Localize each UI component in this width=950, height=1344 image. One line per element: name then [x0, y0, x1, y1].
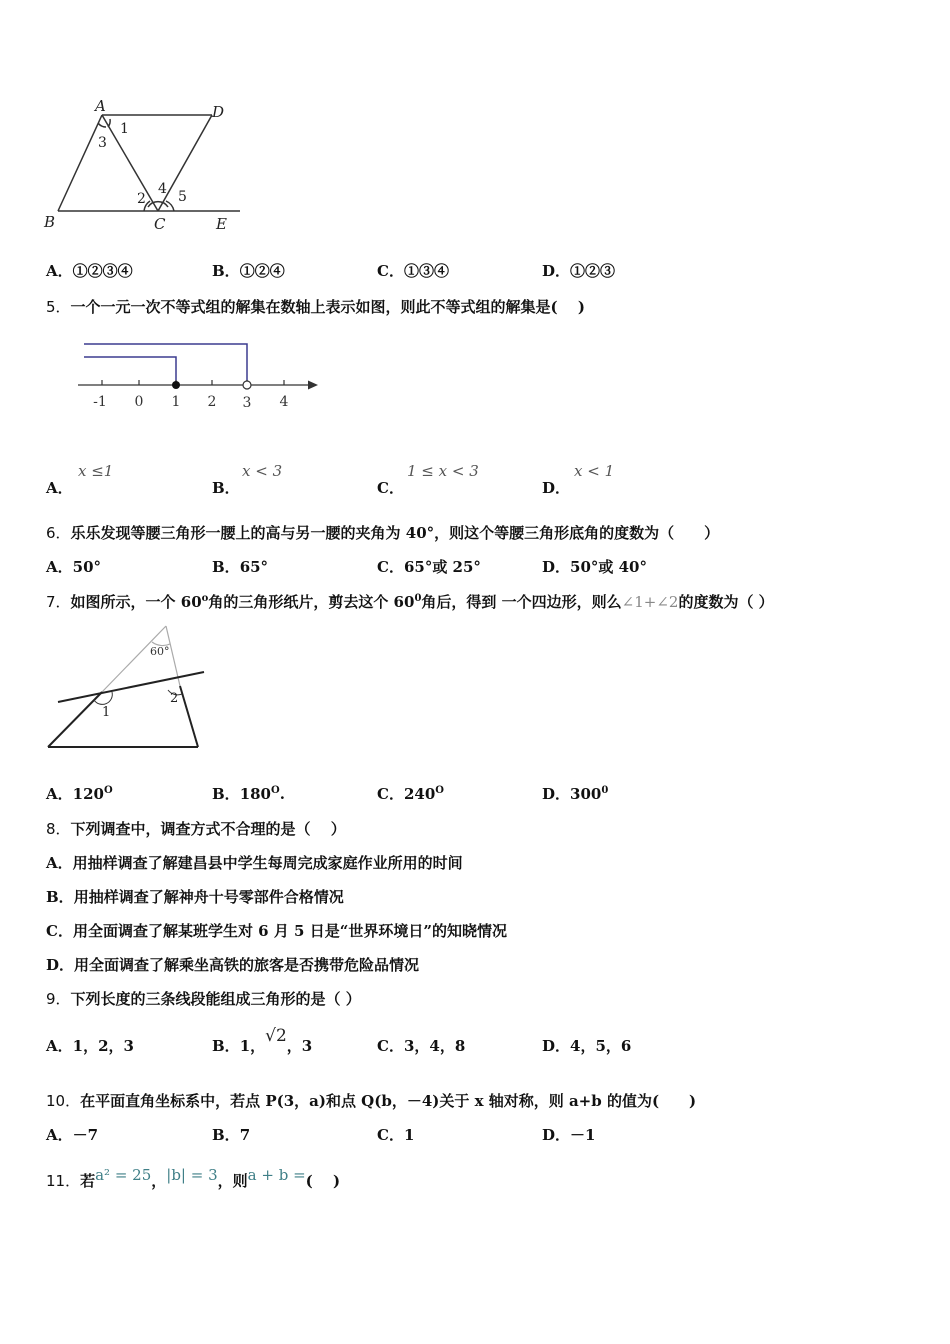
- question-11: [46, 1166, 341, 1191]
- question-text: 如图所示，一个 60: [70, 593, 202, 611]
- option-letter: B．: [212, 262, 240, 280]
- question-text: 若: [80, 1172, 96, 1190]
- option-text: －1: [570, 1126, 596, 1144]
- question-number: 6．: [46, 524, 71, 542]
- option-text: 7: [239, 1126, 251, 1144]
- option-letter: D．: [46, 956, 75, 974]
- option-letter: B．: [212, 785, 240, 803]
- q9-option-b[interactable]: [212, 1026, 313, 1056]
- question-text: 在平面直角坐标系中，若点 P(3，a)和点 Q(b，－4)关于 x 轴对称，则 a+b 的值为( ): [80, 1092, 697, 1110]
- label-b: B: [44, 213, 56, 231]
- sum-math: a + b =: [247, 1166, 306, 1184]
- question-text: 一个一元一次不等式组的解集在数轴上表示如图，则此不等式组的解集是( ): [70, 298, 585, 316]
- option-letter: A．: [46, 785, 73, 803]
- q6-option-a[interactable]: [46, 556, 101, 577]
- option-letter: A．: [46, 558, 73, 576]
- option-letter: D．: [542, 262, 571, 280]
- tick-label: 2: [207, 394, 217, 410]
- q8-option-c[interactable]: [46, 920, 507, 941]
- question-text: 乐乐发现等腰三角形一腰上的高与另一腰的夹角为 40°，则这个等腰三角形底角的度数为（ ）: [70, 524, 720, 542]
- question-10: [46, 1090, 696, 1111]
- option-letter: C．: [377, 1126, 404, 1144]
- tick-label: -1: [93, 394, 107, 410]
- degree-sup: O: [271, 785, 280, 796]
- q9-option-c[interactable]: [377, 1035, 465, 1056]
- question-5: [46, 296, 585, 317]
- question-text: 下列长度的三条线段能组成三角形的是（ ）: [70, 990, 361, 1008]
- q7-option-d[interactable]: [542, 783, 608, 804]
- label-e: E: [216, 215, 227, 233]
- q8-option-d[interactable]: [46, 954, 419, 975]
- q5-option-b-math: x < 3: [242, 462, 283, 480]
- option-letter: C．: [377, 262, 404, 280]
- option-letter: B．: [212, 558, 240, 576]
- q9-option-a[interactable]: [46, 1035, 134, 1056]
- q10-option-a[interactable]: [46, 1124, 98, 1145]
- angle-60-label: 60°: [150, 645, 170, 658]
- option-letter: D．: [542, 1126, 571, 1144]
- option-text: 120: [72, 785, 104, 803]
- question-number: 7．: [46, 593, 71, 611]
- question-text: 下列调查中，调查方式不合理的是（ ）: [70, 820, 346, 838]
- option-text: －7: [72, 1126, 99, 1144]
- q4-option-a[interactable]: [46, 260, 133, 281]
- question-9: [46, 988, 361, 1009]
- q5-option-a-math: x ≤1: [78, 462, 114, 480]
- option-text: 用全面调查了解乘坐高铁的旅客是否携带危险品情况: [74, 956, 420, 974]
- question-text: ( ): [305, 1172, 341, 1190]
- degree-sup: 0: [414, 593, 422, 604]
- sqrt-math: √2: [265, 1026, 287, 1046]
- option-text: ，3: [286, 1037, 313, 1055]
- angle-2: 2: [137, 191, 146, 207]
- option-text: 1，: [239, 1037, 266, 1055]
- question-number: 8．: [46, 820, 71, 838]
- option-letter: B．: [212, 1126, 240, 1144]
- q10-option-d[interactable]: [542, 1124, 595, 1145]
- angle-sum-math: ∠1+∠2: [621, 593, 679, 611]
- option-letter: A．: [46, 262, 73, 280]
- q7-option-b[interactable]: [212, 783, 285, 804]
- option-text: 用抽样调查了解建昌县中学生每周完成家庭作业所用的时间: [72, 854, 463, 872]
- option-letter: B．: [46, 888, 74, 906]
- q4-option-d[interactable]: [542, 260, 615, 281]
- tick-label: 3: [242, 395, 252, 411]
- parallelogram-figure: [40, 95, 240, 240]
- abs-math: |b| = 3: [166, 1166, 218, 1184]
- option-letter: C．: [377, 1037, 404, 1055]
- tick-label: 0: [134, 394, 144, 410]
- q7-option-c[interactable]: [377, 783, 444, 804]
- option-letter: C．: [377, 785, 404, 803]
- angle-5: 5: [178, 189, 187, 205]
- q7-option-a[interactable]: [46, 783, 113, 804]
- option-text: 180: [239, 785, 271, 803]
- angle-1-label: 1: [102, 705, 111, 720]
- q4-option-c[interactable]: [377, 260, 449, 281]
- tick-label: 1: [171, 394, 181, 410]
- question-text: ，则: [217, 1172, 248, 1190]
- option-text: 240: [403, 785, 436, 803]
- option-letter: D．: [542, 1037, 571, 1055]
- option-text: 1: [403, 1126, 415, 1144]
- q9-option-d[interactable]: [542, 1035, 631, 1056]
- q4-option-b[interactable]: [212, 260, 285, 281]
- label-d: D: [212, 103, 225, 121]
- option-letter: C．: [377, 479, 404, 497]
- question-text: ，: [151, 1172, 167, 1190]
- option-text: 65°或 25°: [403, 558, 481, 576]
- q6-option-d[interactable]: [542, 556, 647, 577]
- option-letter: D．: [542, 785, 571, 803]
- question-7: [46, 591, 774, 612]
- q5-option-d-math: x < 1: [574, 462, 615, 480]
- angle-4: 4: [158, 181, 167, 197]
- option-text: 65°: [239, 558, 269, 576]
- q5-option-b[interactable]: [212, 477, 240, 498]
- q6-option-b[interactable]: [212, 556, 268, 577]
- option-letter: D．: [542, 558, 571, 576]
- angle-1: 1: [120, 121, 129, 137]
- q8-option-a[interactable]: [46, 852, 463, 873]
- q5-option-d[interactable]: [542, 477, 570, 498]
- equation-math: a² = 25: [95, 1166, 152, 1184]
- option-text: 3，4，8: [403, 1037, 466, 1055]
- option-text: 用抽样调查了解神舟十号零部件合格情况: [73, 888, 344, 906]
- option-letter: B．: [212, 479, 240, 497]
- q8-option-b[interactable]: [46, 886, 344, 907]
- angle-2-label: 2: [170, 691, 179, 706]
- number-line-figure: [70, 335, 330, 415]
- option-letter: A．: [46, 854, 73, 872]
- q6-option-c[interactable]: [377, 556, 481, 577]
- option-text: 1，2，3: [72, 1037, 134, 1055]
- question-text: 角后，得到 一个四边形，则么: [421, 593, 622, 611]
- degree-sup: o: [201, 593, 209, 604]
- question-text: 的度数为（ ）: [678, 593, 774, 611]
- option-text: ①②④: [239, 262, 285, 280]
- option-letter: A．: [46, 479, 73, 497]
- q5-option-a[interactable]: [46, 477, 73, 498]
- angle-3: 3: [98, 135, 107, 151]
- option-text: 4，5，6: [570, 1037, 632, 1055]
- question-number: 9．: [46, 990, 71, 1008]
- option-letter: A．: [46, 1126, 73, 1144]
- q5-option-c-math: 1 ≤ x < 3: [407, 462, 479, 480]
- label-c: C: [154, 215, 166, 233]
- option-text: ①③④: [403, 262, 449, 280]
- option-text: 用全面调查了解某班学生对 6 月 5 日是“世界环境日”的知晓情况: [72, 922, 507, 940]
- question-number: 11．: [46, 1172, 81, 1190]
- option-letter: B．: [212, 1037, 240, 1055]
- tick-label: 4: [279, 394, 289, 410]
- option-text: ①②③④: [72, 262, 133, 280]
- question-number: 10．: [46, 1092, 81, 1110]
- question-text: 角的三角形纸片，剪去这个 60: [208, 593, 415, 611]
- option-letter: C．: [377, 558, 404, 576]
- option-letter: A．: [46, 1037, 73, 1055]
- degree-sup: O: [435, 785, 444, 796]
- option-tail: .: [279, 785, 285, 803]
- triangle-cut-figure: [40, 620, 220, 755]
- option-text: 300: [570, 785, 602, 803]
- option-text: 50°: [72, 558, 102, 576]
- q10-option-c[interactable]: [377, 1124, 414, 1145]
- question-number: 5．: [46, 298, 71, 316]
- question-6: [46, 522, 719, 543]
- option-text: ①②③: [570, 262, 616, 280]
- label-a: A: [95, 97, 106, 115]
- question-8: [46, 818, 346, 839]
- option-letter: D．: [542, 479, 571, 497]
- option-letter: C．: [46, 922, 73, 940]
- degree-sup: 0: [601, 785, 609, 796]
- option-text: 50°或 40°: [570, 558, 647, 576]
- q10-option-b[interactable]: [212, 1124, 250, 1145]
- degree-sup: O: [103, 785, 113, 796]
- q5-option-c[interactable]: [377, 477, 404, 498]
